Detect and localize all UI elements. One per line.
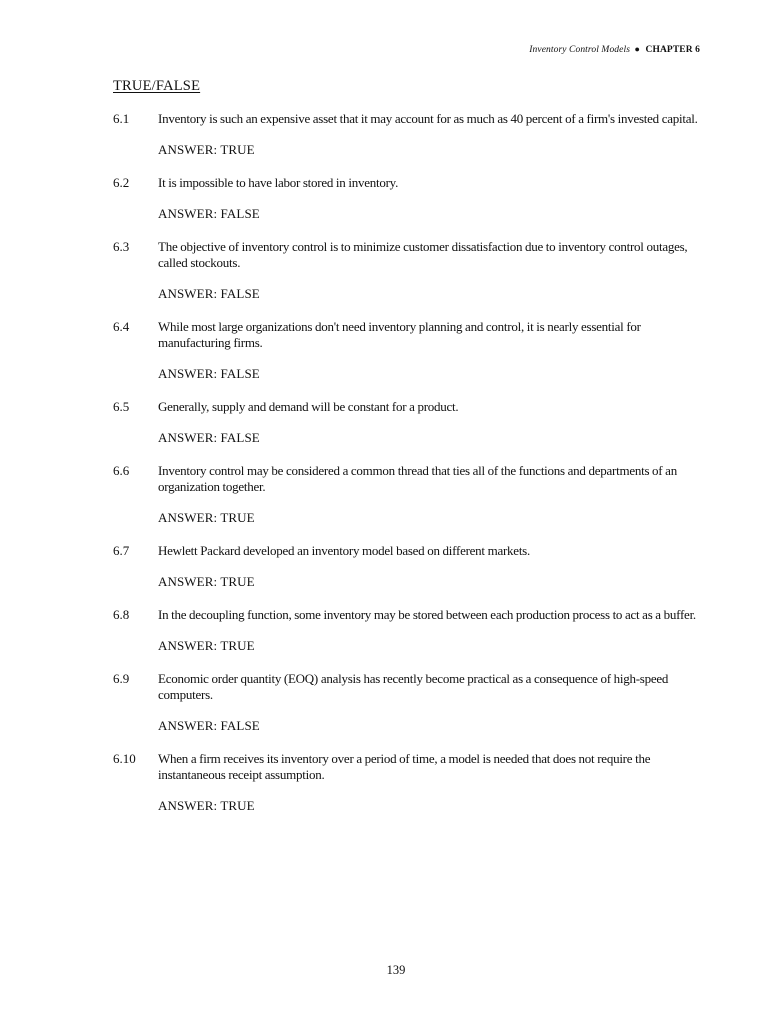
question-number: 6.2 (113, 175, 130, 190)
question-item (113, 543, 705, 590)
question-text: Hewlett Packard developed an inventory model based on different markets. (158, 543, 530, 558)
question-number: 6.5 (113, 399, 130, 414)
question-text: The objective of inventory control is to minimize customer dissatisfaction due to inventory control outages, called stockouts. (158, 239, 688, 270)
question-answer: ANSWER: TRUE (158, 798, 255, 813)
question-number: 6.9 (113, 671, 130, 686)
header-title: Inventory Control Models (529, 45, 630, 55)
question-number: 6.7 (113, 543, 130, 558)
question-item (113, 463, 705, 526)
question-answer: ANSWER: TRUE (158, 142, 255, 157)
question-answer: ANSWER: TRUE (158, 638, 255, 653)
question-item (113, 111, 705, 158)
header-bullet: ● (634, 44, 641, 54)
question-number: 6.10 (113, 751, 136, 766)
question-answer: ANSWER: FALSE (158, 206, 260, 221)
question-item (113, 607, 705, 654)
question-text: While most large organizations don't need inventory planning and control, it is nearly essential for manufacturing firms. (158, 319, 641, 350)
section-title: TRUE/FALSE (113, 78, 201, 94)
question-answer: ANSWER: FALSE (158, 430, 260, 445)
running-header (529, 44, 700, 55)
page-number: 139 (386, 963, 406, 977)
question-number: 6.4 (113, 319, 130, 334)
question-list (113, 111, 705, 831)
question-number: 6.1 (113, 111, 130, 126)
header-chapter: CHAPTER 6 (645, 45, 700, 55)
question-answer: ANSWER: FALSE (158, 286, 260, 301)
question-item (113, 671, 705, 734)
question-item (113, 175, 705, 222)
question-text: Economic order quantity (EOQ) analysis has recently become practical as a consequence of high-speed computers. (158, 671, 669, 702)
question-answer: ANSWER: TRUE (158, 510, 255, 525)
question-answer: ANSWER: TRUE (158, 574, 255, 589)
question-item (113, 239, 705, 302)
question-answer: ANSWER: FALSE (158, 718, 260, 733)
question-number: 6.8 (113, 607, 130, 622)
question-text: In the decoupling function, some inventory may be stored between each production process to act as a buffer. (158, 607, 696, 622)
question-text: Inventory is such an expensive asset that it may account for as much as 40 percent of a firm's invested capital. (158, 111, 698, 126)
question-text: Generally, supply and demand will be constant for a product. (158, 399, 459, 414)
question-number: 6.3 (113, 239, 130, 254)
question-text: Inventory control may be considered a common thread that ties all of the functions and departments of an organization together. (158, 463, 677, 494)
question-number: 6.6 (113, 463, 130, 478)
question-answer: ANSWER: FALSE (158, 366, 260, 381)
question-text: When a firm receives its inventory over a period of time, a model is needed that does not require the instantaneous receipt assumption. (158, 751, 651, 782)
question-item (113, 399, 705, 446)
question-item (113, 751, 705, 814)
question-text: It is impossible to have labor stored in inventory. (158, 175, 399, 190)
question-item (113, 319, 705, 382)
